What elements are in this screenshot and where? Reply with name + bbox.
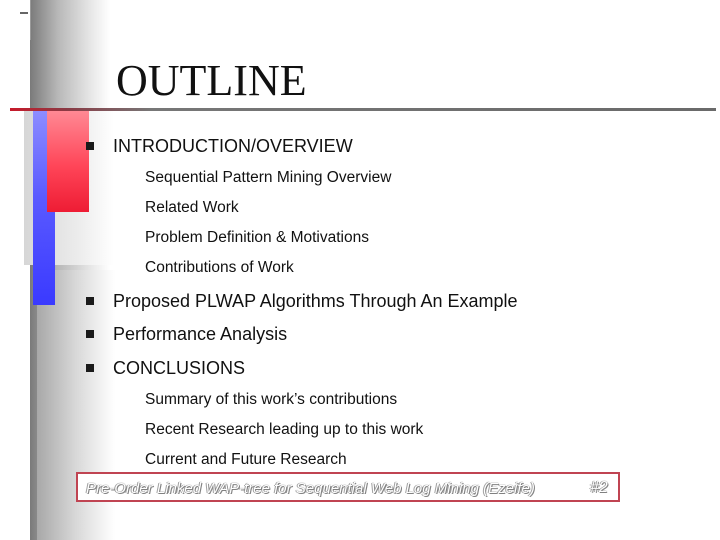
outline-subitem: Sequential Pattern Mining Overview (145, 169, 392, 186)
outline-subitem: Problem Definition & Motivations (145, 229, 369, 246)
bullet-square-icon (86, 364, 94, 372)
bullet-square-icon (86, 330, 94, 338)
outline-subitem: Recent Research leading up to this work (145, 421, 424, 438)
slide-title: OUTLINE (116, 56, 307, 105)
outline-subitem: Related Work (145, 199, 239, 216)
outline-item-plwap: Proposed PLWAP Algorithms Through An Example (113, 291, 518, 311)
outline-item-performance: Performance Analysis (113, 324, 288, 344)
title-underline-rule (10, 108, 716, 111)
bullet-square-icon (86, 297, 94, 305)
decorative-tick (20, 12, 28, 14)
bullet-square-icon (86, 142, 94, 150)
footer-text: Pre-Order Linked WAP-tree for Sequential Web Log Mining (Ezeife) (86, 480, 535, 497)
page-number: #2 (590, 479, 608, 496)
decorative-red-block (47, 110, 89, 212)
outline-subitem: Contributions of Work (145, 259, 294, 276)
outline-item-conclusions: CONCLUSIONS (113, 358, 246, 378)
outline-item-introduction: INTRODUCTION/OVERVIEW (113, 136, 353, 156)
outline-subitem: Current and Future Research (145, 451, 347, 468)
outline-subitem: Summary of this work’s contributions (145, 391, 398, 408)
decorative-vertical-line (30, 0, 31, 40)
